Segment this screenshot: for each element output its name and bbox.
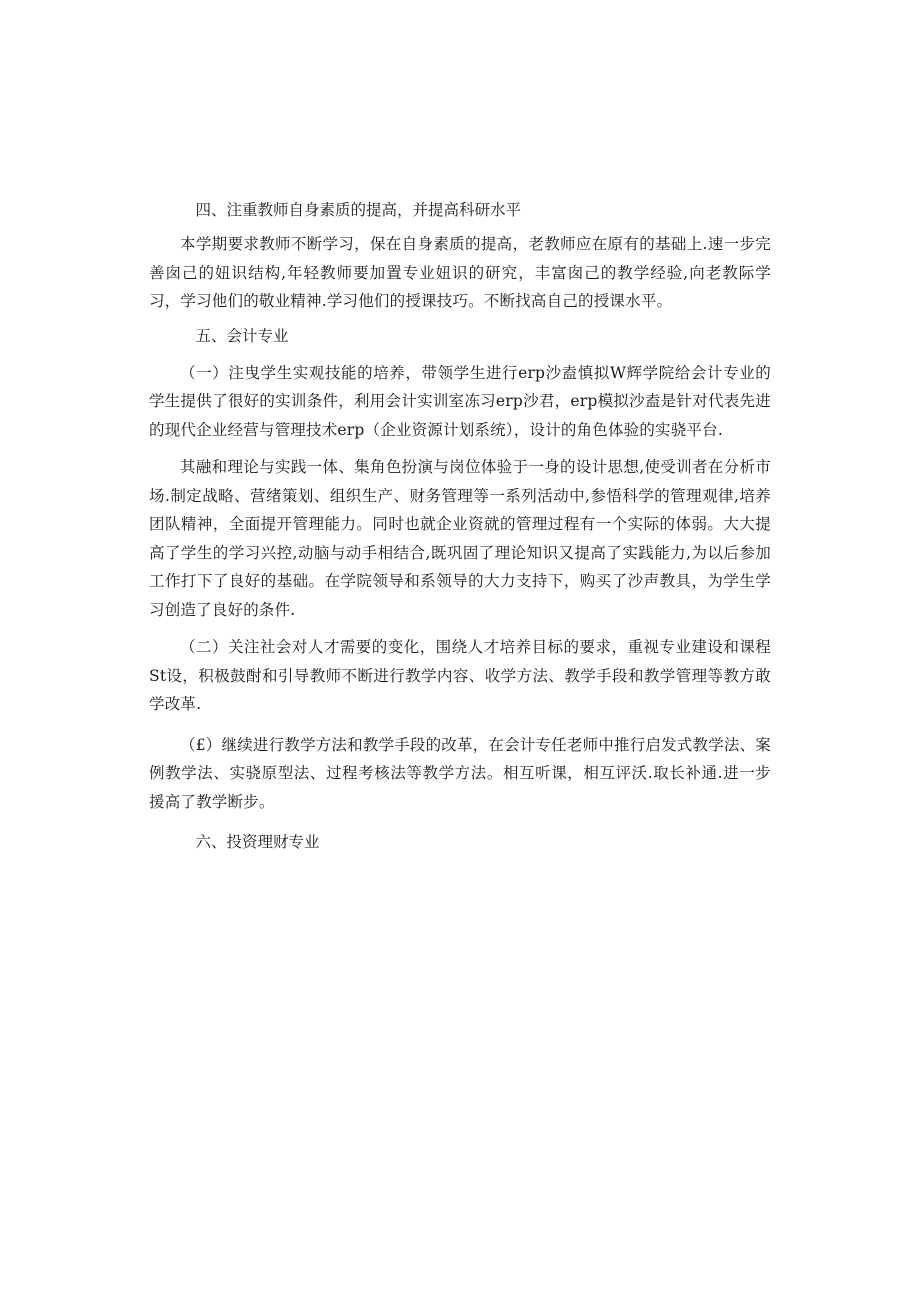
paragraph-erp-benefits: 其融和理论与实践一体、集角色扮演与岗位体验于一身的设计思想,使受训者在分析市场.制定战略、营绪策划、组织生产、财务管理等一系列活动中,参悟科学的管理观律,培养团队精神，全面提开管理能力。同时也就企业资就的管理过程有一个实际的体弱。大大提高了学生的学习兴控,动脑与动手相结合,既巩固了理论知识又提高了实践能力,为以后参加工作打下了良好的基础。在学院领导和系领导的大力支持下，购买了沙声教具，为学生学习创造了良好的条件.: [149, 458, 771, 619]
section-heading-accounting: 五、会计专业: [195, 326, 289, 345]
document-body: [149, 196, 771, 856]
section-heading-teacher-quality: 四、注重教师自身素质的提高，并提高科研水平: [195, 201, 522, 219]
paragraph-teacher-learning: 本学期要求教师不断学习，保在自身素质的提高，老教师应在原有的基础上.速一步完善囱己的妞识结构,年轻教师要加置专业妞识的研究，丰富囱己的教学经验,向老教际学习，学习他们的敬业精神.学习他们的授课技巧。不断找高自己的授课水平。: [149, 235, 771, 310]
section-heading-investment: 六、投资理财专业: [195, 833, 320, 851]
paragraph-erp-sandbox: （一）注曳学生实观技能的培养，带领学生进行erp沙盍慎拟W辉学院给会计专业的学生提供了很好的实训条件，利用会计实训室冻习erp沙君，erp模拟沙盍是针对代表先进的现代企业经营与管理技术erp（企业资源计划系统），设计的角色体验的实骁平台.: [149, 363, 771, 439]
paragraph-teaching-methods: （£）继续进行教学方法和教学手段的改革，在会计专任老师中推行启发式教学法、案例教学法、实骁原型法、过程考核法等教学方法。相互听课，相互评沃.取长补通.进一步援高了教学断步。: [149, 735, 771, 811]
paragraph-curriculum-reform: （二）关注社会对人才需要的变化，围绕人才培养目标的要求，重视专业建设和课程St设，积极鼓酎和引导教师不断进行教学内容、收学方法、教学手段和教学管理等教方敢学改革.: [149, 638, 771, 713]
